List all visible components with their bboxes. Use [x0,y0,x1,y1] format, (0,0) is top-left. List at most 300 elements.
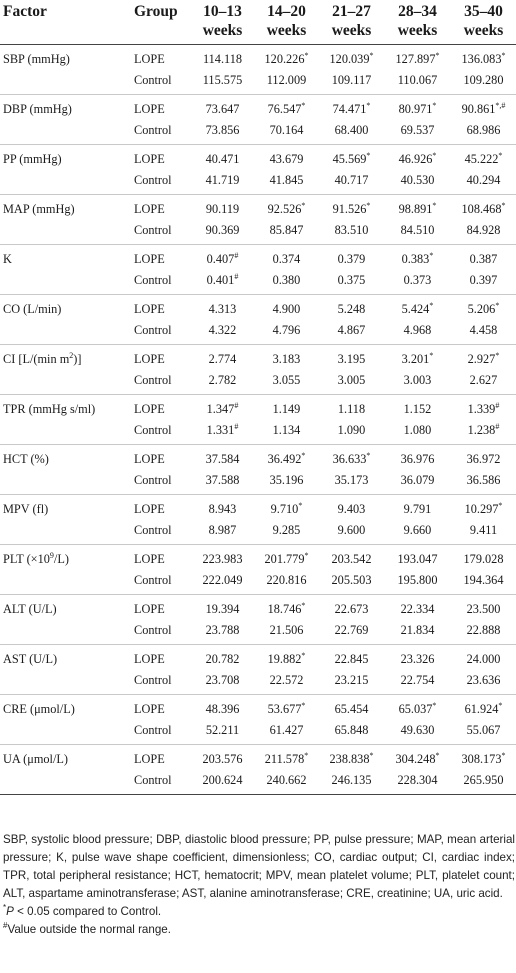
value-text: 3.195 [337,352,366,366]
value-cell [254,745,319,771]
value-cell [191,70,254,95]
value-cell [319,295,384,321]
value-text: 1.118 [337,402,366,416]
value-text: 19.882 [267,652,302,666]
factor-cell [0,470,130,495]
value-cell [451,470,516,495]
significance-marker: * [366,100,371,110]
group-cell: LOPE [134,452,165,466]
value-cell [191,270,254,295]
value-text: 21.506 [269,623,304,637]
value-cell [191,695,254,721]
value-text: 83.510 [334,223,369,237]
table-row [0,445,516,471]
value-text: 195.800 [397,573,438,587]
value-cell [319,470,384,495]
value-cell [191,445,254,471]
factor-cell [0,420,130,445]
value-text: 1.152 [403,402,432,416]
factor-cell [0,45,130,71]
significance-marker: * [432,200,437,210]
value-cell [191,670,254,695]
value-cell [451,95,516,121]
factor-label: MPV (fl) [3,502,49,516]
table-row [0,595,516,621]
value-text: 223.983 [202,552,243,566]
value-cell [191,345,254,371]
value-text: 5.206 [467,302,496,316]
value-cell [254,770,319,795]
value-text: 36.492 [267,452,302,466]
value-text: 5.248 [337,302,366,316]
value-cell [191,195,254,221]
value-text: 0.373 [403,273,432,287]
value-cell [191,95,254,121]
value-text: 21.834 [400,623,435,637]
value-cell [451,245,516,271]
value-text: 40.530 [400,173,435,187]
significance-marker: * [498,150,503,160]
value-cell [384,770,451,795]
value-text: 0.407 [206,252,235,266]
factor-cell [0,295,130,321]
value-text: 84.928 [466,223,501,237]
value-text: 1.339 [467,402,496,416]
table-row [0,495,516,521]
value-cell [191,770,254,795]
value-cell [319,145,384,171]
value-text: 2.774 [208,352,237,366]
value-cell [254,195,319,221]
table-row [0,220,516,245]
value-text: 10.297 [464,502,499,516]
value-cell [254,645,319,671]
factor-cell [0,495,130,521]
factor-cell [0,595,130,621]
value-text: 52.211 [205,723,240,737]
value-cell [254,295,319,321]
value-text: 92.526 [267,202,302,216]
value-cell [191,120,254,145]
value-text: 68.986 [466,123,501,137]
group-cell: Control [130,420,191,445]
value-text: 69.537 [400,123,435,137]
value-cell [254,570,319,595]
table-row [0,570,516,595]
significance-marker: * [301,700,306,710]
value-cell [451,520,516,545]
value-cell [254,470,319,495]
factor-label: UA (μmol/L) [3,752,68,766]
significance-marker: * [495,350,500,360]
factor-label-suffix: )] [73,352,82,366]
value-cell [384,70,451,95]
table-row [0,70,516,95]
value-text: 201.779 [264,552,305,566]
factor-cell [0,345,130,371]
value-text: 45.569 [332,152,367,166]
significance-marker: # [234,400,239,410]
value-text: 76.547 [267,102,302,116]
value-text: 109.280 [463,73,504,87]
factor-cell [0,770,130,795]
value-text: 3.003 [403,373,432,387]
value-cell [191,395,254,421]
significance-marker: * [366,200,371,210]
value-text: 68.400 [334,123,369,137]
group-cell: Control [130,170,191,195]
value-text: 5.424 [401,302,430,316]
value-text: 23.708 [205,673,240,687]
table-row [0,770,516,795]
group-cell: LOPE [134,602,165,616]
value-text: 41.845 [269,173,304,187]
value-cell [319,170,384,195]
value-text: 120.226 [264,52,305,66]
value-cell [254,445,319,471]
value-cell [254,695,319,721]
value-text: 0.383 [401,252,430,266]
factor-cell [0,520,130,545]
value-text: 109.117 [331,73,372,87]
value-cell [384,395,451,421]
value-cell [451,220,516,245]
value-cell [319,70,384,95]
value-cell [451,645,516,671]
value-text: 114.118 [202,52,243,66]
value-text: 9.285 [272,523,301,537]
value-cell [451,620,516,645]
value-text: 74.471 [332,102,367,116]
significance-marker: * [304,550,309,560]
value-cell [451,120,516,145]
value-cell [319,395,384,421]
table-row [0,695,516,721]
value-cell [254,220,319,245]
value-cell [384,245,451,271]
value-text: 304.248 [395,752,436,766]
factor-label: AST (U/L) [3,652,58,666]
table-row [0,545,516,571]
group-cell: Control [130,670,191,695]
value-text: 23.788 [205,623,240,637]
table-row [0,295,516,321]
table-footnotes [3,831,515,939]
value-text: 23.636 [466,673,501,687]
significance-marker: * [304,50,309,60]
value-text: 120.039 [329,52,370,66]
value-text: 48.396 [205,702,240,716]
value-cell [384,745,451,771]
value-cell [254,370,319,395]
value-text: 45.222 [464,152,499,166]
value-text: 20.782 [205,652,240,666]
value-text: 36.972 [466,452,501,466]
significance-marker: * [495,300,500,310]
value-cell [319,645,384,671]
value-cell [254,520,319,545]
value-cell [451,145,516,171]
value-cell [254,320,319,345]
value-cell [451,295,516,321]
value-cell [191,495,254,521]
value-cell [319,745,384,771]
value-text: 193.047 [397,552,438,566]
value-cell [451,395,516,421]
header-period: 10–13 weeks [191,0,254,45]
value-text: 136.083 [461,52,502,66]
value-text: 49.630 [400,723,435,737]
range-note [3,921,515,939]
group-cell: LOPE [134,652,165,666]
value-text: 36.976 [400,452,435,466]
table-row [0,270,516,295]
value-cell [191,595,254,621]
factor-superscript: 9 [49,550,54,560]
value-text: 220.816 [266,573,307,587]
value-text: 194.364 [463,573,504,587]
table-row [0,245,516,271]
value-cell [191,720,254,745]
significance-marker: * [432,100,437,110]
factor-label: K [3,252,12,266]
table-row [0,420,516,445]
table-row [0,370,516,395]
value-cell [254,420,319,445]
value-text: 0.374 [272,252,301,266]
value-text: 1.134 [272,423,301,437]
group-cell: Control [130,120,191,145]
value-cell [451,445,516,471]
value-text: 127.897 [395,52,436,66]
factor-cell [0,620,130,645]
value-text: 40.717 [334,173,369,187]
value-cell [254,720,319,745]
significance-marker: * [435,750,440,760]
value-cell [319,595,384,621]
value-text: 0.375 [337,273,366,287]
significance-note [3,903,515,921]
abbreviations-note: SBP, systolic blood pressure; DBP, diastolic blood pressure; PP, pulse pressure; MAP, mean arterial pressure; K, pulse wave shape coefficient, dimensionless; CO, cardiac output; CI, cardiac index; TPR, total peripheral resistance; HCT, hematocrit; MPV, mean platelet volume; PLT, platelet count; ALT, aspartame aminotransferase; AST, alanine aminotransferase; CRE, creatinine; UA, uric acid. [3,833,515,900]
factor-label: PP (mmHg) [3,152,62,166]
value-text: 112.009 [266,73,307,87]
value-cell [254,45,319,71]
significance-marker: * [366,150,371,160]
value-text: 36.079 [400,473,435,487]
group-cell: Control [130,270,191,295]
table-body [0,45,516,795]
value-text: 222.049 [202,573,243,587]
value-cell [451,45,516,71]
value-text: 9.791 [403,502,432,516]
value-text: 9.411 [469,523,498,537]
header-factor: Factor [0,0,130,45]
value-cell [191,320,254,345]
group-cell: LOPE [134,752,165,766]
value-text: 22.572 [269,673,304,687]
table-row [0,745,516,771]
value-cell [384,520,451,545]
value-cell [319,445,384,471]
value-cell [191,245,254,271]
value-text: 18.746 [267,602,302,616]
value-text: 108.468 [461,202,502,216]
significance-marker: # [495,421,500,431]
value-text: 203.542 [331,552,372,566]
value-cell [319,520,384,545]
significance-marker: * [304,750,309,760]
value-cell [319,95,384,121]
group-cell: LOPE [134,702,165,716]
value-cell [451,420,516,445]
table-row [0,620,516,645]
value-text: 1.347 [206,402,235,416]
value-text: 40.294 [466,173,501,187]
value-cell [384,220,451,245]
value-text: 265.950 [463,773,504,787]
value-cell [451,670,516,695]
value-text: 1.149 [272,402,301,416]
value-text: 35.196 [269,473,304,487]
group-cell: Control [130,720,191,745]
value-cell [319,320,384,345]
value-cell [451,770,516,795]
value-cell [254,145,319,171]
value-text: 1.080 [403,423,432,437]
group-cell: Control [130,770,191,795]
value-cell [319,570,384,595]
value-text: 3.005 [337,373,366,387]
significance-marker: * [501,50,506,60]
factor-cell [0,245,130,271]
header-period: 21–27 weeks [319,0,384,45]
table-row [0,470,516,495]
value-cell [191,370,254,395]
factor-cell [0,745,130,771]
value-cell [319,45,384,71]
value-cell [384,45,451,71]
table-row [0,195,516,221]
value-text: 55.067 [466,723,501,737]
factor-label-suffix: /L) [53,552,69,566]
value-text: 43.679 [269,152,304,166]
header-period: 28–34 weeks [384,0,451,45]
significance-marker: * [369,750,374,760]
significance-marker: * [498,500,503,510]
value-text: 8.943 [208,502,237,516]
group-cell: Control [130,620,191,645]
value-cell [191,620,254,645]
table-row [0,345,516,371]
value-cell [191,520,254,545]
value-cell [384,420,451,445]
value-text: 90.861 [461,102,496,116]
value-text: 8.987 [208,523,237,537]
range-mark: # [3,921,8,931]
group-cell: Control [130,370,191,395]
value-text: 65.848 [334,723,369,737]
value-cell [254,595,319,621]
value-cell [319,195,384,221]
value-cell [191,45,254,71]
value-cell [191,645,254,671]
value-text: 9.403 [337,502,366,516]
value-cell [451,270,516,295]
value-text: 9.600 [337,523,366,537]
significance-marker: # [495,400,500,410]
value-text: 4.867 [337,323,366,337]
value-cell [191,170,254,195]
significance-marker: # [234,250,239,260]
value-text: 37.584 [205,452,240,466]
value-cell [254,395,319,421]
value-text: 115.575 [202,73,243,87]
value-text: 24.000 [466,652,501,666]
table-row [0,45,516,71]
value-cell [384,170,451,195]
value-text: 35.173 [334,473,369,487]
value-cell [384,570,451,595]
value-text: 22.769 [334,623,369,637]
significance-marker: * [429,300,434,310]
value-cell [254,495,319,521]
header-period: 14–20 weeks [254,0,319,45]
value-text: 84.510 [400,223,435,237]
factor-cell [0,270,130,295]
group-cell: LOPE [134,402,165,416]
significance-marker: * [301,450,306,460]
value-cell [254,270,319,295]
value-text: 2.627 [469,373,498,387]
header-row [0,0,516,45]
factor-cell [0,570,130,595]
significance-marker: * [435,50,440,60]
value-text: 1.331 [206,423,235,437]
value-text: 4.900 [272,302,301,316]
factor-label: CI [L/(min m [3,352,70,366]
value-text: 238.838 [329,752,370,766]
value-text: 0.380 [272,273,301,287]
value-cell [191,745,254,771]
value-text: 73.647 [205,102,240,116]
group-cell: LOPE [134,152,165,166]
value-cell [451,745,516,771]
factor-superscript: 2 [69,350,74,360]
value-cell [319,270,384,295]
significance-marker: * [501,750,506,760]
significance-marker: # [234,271,239,281]
value-text: 0.401 [206,273,235,287]
value-text: 22.845 [334,652,369,666]
factor-label: DBP (mmHg) [3,102,72,116]
significance-marker: * [301,100,306,110]
value-cell [384,320,451,345]
value-text: 110.067 [397,73,438,87]
range-text: Value outside the normal range. [7,923,171,936]
value-cell [319,670,384,695]
value-cell [451,720,516,745]
group-cell: Control [130,470,191,495]
significance-marker: * [498,700,503,710]
value-text: 46.926 [398,152,433,166]
value-text: 246.135 [331,773,372,787]
value-cell [319,120,384,145]
header-group: Group [130,0,191,45]
value-cell [451,370,516,395]
significance-marker: * [301,600,306,610]
value-text: 203.576 [202,752,243,766]
value-text: 61.427 [269,723,304,737]
